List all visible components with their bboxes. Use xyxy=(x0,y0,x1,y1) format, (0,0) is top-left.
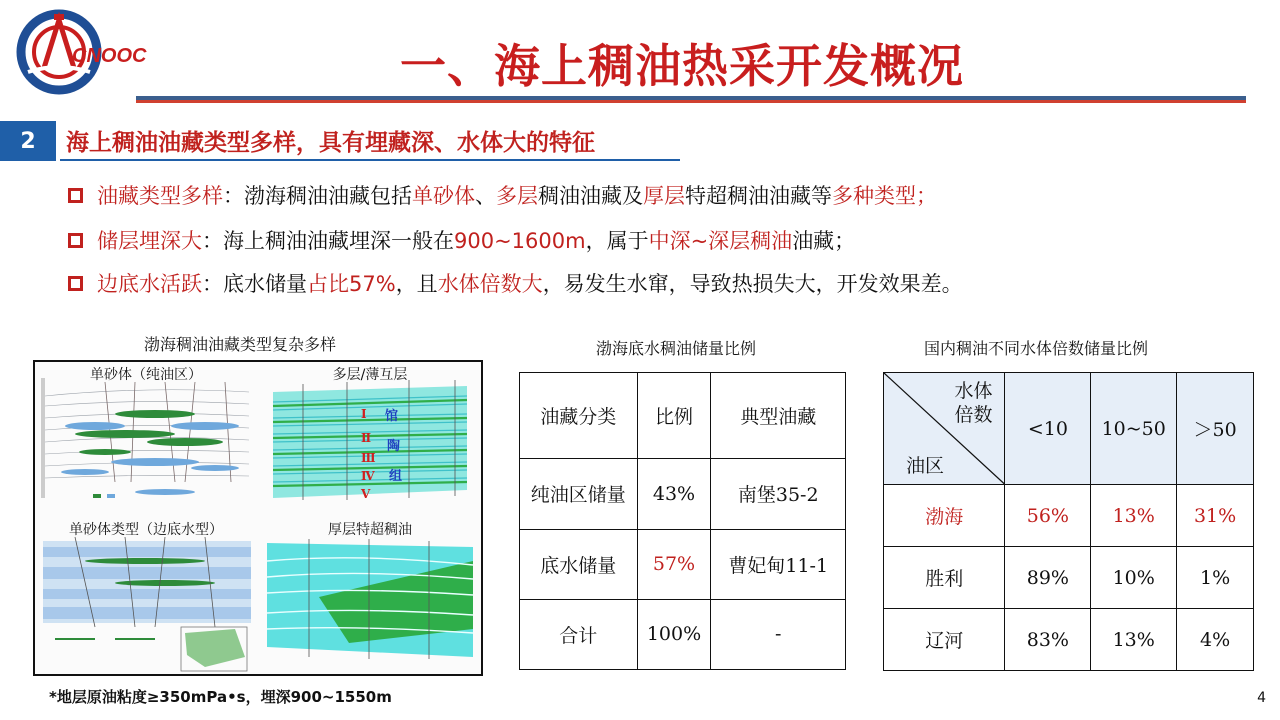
bullet-reservoir-types xyxy=(68,180,937,210)
bullet-segment: 多层 xyxy=(496,184,538,208)
table-header-cell: 油藏分类 xyxy=(520,373,638,459)
panel-label: 单砂体类型（边底水型） xyxy=(69,522,223,538)
section-underline xyxy=(60,159,680,161)
panel-label: 单砂体（纯油区） xyxy=(90,367,202,383)
table-cell: 83% xyxy=(1005,609,1091,671)
table-header-cell: 典型油藏 xyxy=(711,373,846,459)
bullet-text xyxy=(97,225,855,255)
bullet-segment: ：渤海稠油油藏包括 xyxy=(223,184,412,208)
bullet-segment: 多种类型； xyxy=(832,184,937,208)
panel-thick-extra-heavy xyxy=(259,517,481,674)
section-number: 2 xyxy=(0,121,56,161)
bullet-segment: 中深~深层稠油 xyxy=(648,229,793,253)
bottom-water-reserves-table xyxy=(519,372,846,670)
bullet-segment: 储层埋深大 xyxy=(97,229,202,253)
bullet-square-icon xyxy=(68,276,83,291)
table-cell: 1% xyxy=(1177,547,1254,609)
bullet-segment: 稠油油藏及 xyxy=(538,184,643,208)
table-cell: 13% xyxy=(1091,609,1177,671)
bullet-segment: ：海上稠油油藏埋深一般在 xyxy=(202,229,454,253)
table-cell: 纯油区储量 xyxy=(520,459,638,529)
panel-single-sand-edge-water xyxy=(35,517,259,674)
table-row xyxy=(884,547,1254,609)
table-header-cell: <10 xyxy=(1005,373,1091,485)
panel-single-sand-pure-oil xyxy=(35,362,259,517)
figure-caption: 渤海稠油油藏类型复杂多样 xyxy=(144,335,337,354)
bullet-segment: 油藏类型多样 xyxy=(97,184,223,208)
table-header-row xyxy=(520,373,846,459)
thick-layer-section-image xyxy=(259,517,481,674)
table-cell: 89% xyxy=(1005,547,1091,609)
table-cell: 曹妃甸11-1 xyxy=(711,529,846,599)
layer-label-ii: Ⅱ xyxy=(361,431,372,445)
layer-label-iv: Ⅳ xyxy=(361,469,375,483)
cnooc-logo-mark xyxy=(14,6,147,96)
bullet-segment: 900~1600m xyxy=(454,229,586,253)
bullet-text xyxy=(97,180,937,210)
bullet-segment: 水体倍数大 xyxy=(437,272,543,296)
corner-bottom-label: 油区 xyxy=(906,455,945,477)
reservoir-figure-grid xyxy=(33,360,483,676)
bullet-segment: 、 xyxy=(475,184,496,208)
table-row xyxy=(520,529,846,599)
table-cell: 底水储量 xyxy=(520,529,638,599)
bullet-edge-bottom-water xyxy=(68,268,963,298)
bullet-segment: ：底水储量 xyxy=(202,272,307,296)
table-cell-highlight: 31% xyxy=(1177,485,1254,547)
formation-label-2: 陶 xyxy=(387,439,401,454)
table2-caption: 国内稠油不同水体倍数储量比例 xyxy=(924,339,1149,358)
table-header-row xyxy=(884,373,1254,485)
table-header-cell: 比例 xyxy=(637,373,711,459)
cnooc-logo xyxy=(14,6,147,96)
table-row xyxy=(520,599,846,669)
table-header-cell: ＞50 xyxy=(1177,373,1254,485)
page-title: 一、海上稠油热采开发概况 xyxy=(400,39,964,93)
page-number: 4 xyxy=(1257,690,1266,706)
bullet-segment: ，且 xyxy=(395,272,438,296)
table1-caption: 渤海底水稠油储量比例 xyxy=(596,339,757,358)
table-cell: 4% xyxy=(1177,609,1254,671)
bullet-text xyxy=(97,268,963,298)
corner-top-label: 水体 倍数 xyxy=(954,380,993,426)
layer-label-i: Ⅰ xyxy=(361,407,367,421)
table-cell: 合计 xyxy=(520,599,638,669)
section-title: 海上稠油油藏类型多样，具有埋藏深、水体大的特征 xyxy=(66,130,595,156)
bullet-burial-depth xyxy=(68,225,855,255)
table-cell: 43% xyxy=(637,459,711,529)
table-cell-highlight: 56% xyxy=(1005,485,1091,547)
bullet-segment: 单砂体 xyxy=(412,184,475,208)
bullet-segment: ，易发生水窜，导致热损失大，开发效果差。 xyxy=(542,272,963,296)
table-cell-highlight: 渤海 xyxy=(884,485,1005,547)
table-row xyxy=(884,485,1254,547)
footnote: *地层原油粘度≥350mPa•s，埋深900~1550m xyxy=(49,688,392,706)
table-cell: 胜利 xyxy=(884,547,1005,609)
edge-water-section-image xyxy=(35,517,259,674)
table-cell: 南堡35-2 xyxy=(711,459,846,529)
table-row xyxy=(520,459,846,529)
table-row xyxy=(884,609,1254,671)
layer-label-iii: Ⅲ xyxy=(361,451,376,465)
bullet-segment: 油藏； xyxy=(792,229,856,253)
panel-label: 多层/薄互层 xyxy=(332,367,408,383)
table-cell: - xyxy=(711,599,846,669)
logo-text: CNOOC xyxy=(72,45,147,67)
bullet-segment: 占比57% xyxy=(307,272,396,296)
formation-label-3: 组 xyxy=(389,469,403,484)
title-rule-accent xyxy=(136,100,1246,103)
bullet-segment: ，属于 xyxy=(585,229,649,253)
table-cell: 100% xyxy=(637,599,711,669)
formation-label-1: 馆 xyxy=(385,409,399,424)
bullet-segment: 特超稠油油藏等 xyxy=(685,184,832,208)
table-cell: 10% xyxy=(1091,547,1177,609)
bullet-segment: 边底水活跃 xyxy=(97,272,202,296)
table-corner-cell xyxy=(884,373,1005,485)
bullet-segment: 厚层 xyxy=(643,184,685,208)
table-header-cell: 10~50 xyxy=(1091,373,1177,485)
single-sand-section-image xyxy=(35,362,259,517)
bullet-square-icon xyxy=(68,188,83,203)
multi-layer-section-image xyxy=(259,362,481,517)
table-cell-highlight: 57% xyxy=(637,529,711,599)
water-multiple-reserves-table xyxy=(883,372,1254,671)
table-cell: 辽河 xyxy=(884,609,1005,671)
panel-label: 厚层特超稠油 xyxy=(328,522,412,538)
bullet-square-icon xyxy=(68,233,83,248)
layer-label-v: Ⅴ xyxy=(361,487,371,501)
panel-multi-layer xyxy=(259,362,481,517)
table-cell-highlight: 13% xyxy=(1091,485,1177,547)
